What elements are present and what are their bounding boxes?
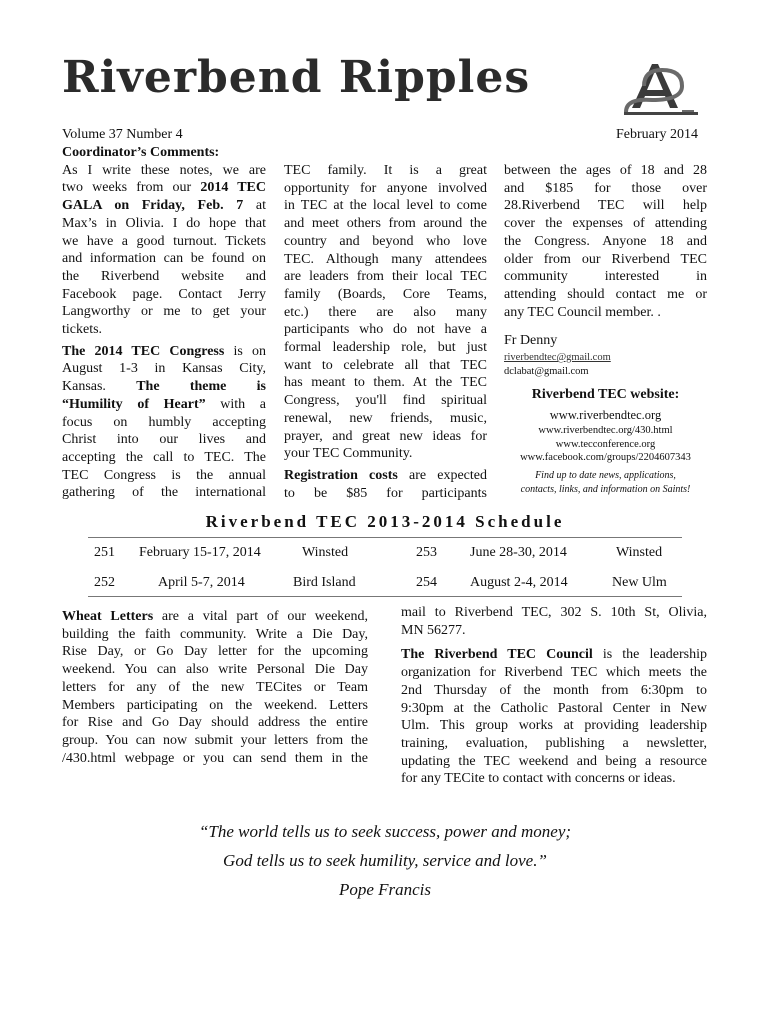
wheat-line: for Rise and Go Day should address the entire [62,715,368,731]
coordinator-comments [62,144,266,502]
schedule-cell: June 28-30, 2014 [470,545,567,560]
col2-line: opportunity for anyone involved [284,180,487,196]
schedule-title: Riverbend TEC 2013-2014 Schedule [205,512,565,531]
council-line: 9:30pm at the Catholic Pastoral Center in New [401,700,707,716]
schedule-cell: New Ulm [612,575,667,590]
website-link[interactable]: www.tecconference.org [555,438,656,450]
schedule-cell: April 5-7, 2014 [158,575,245,590]
wheat-line: /430.html webpage or you can send them in the [62,750,368,766]
col2-line: formal leadership role, but just [284,340,487,356]
col3-line: 28.Riverbend TEC will help [504,198,707,214]
website-link[interactable]: www.riverbendtec.org [549,408,662,423]
p1-line: GALA on Friday, Feb. 7 at [62,198,266,214]
wheat-line: Wheat Letters are a vital part of our weekend, [62,609,368,624]
col2-line: country and beyond who love [284,233,487,249]
council-line: for any TECite to contact with concerns or ideas. [401,771,676,787]
masthead [62,52,712,124]
schedule-cell: Bird Island [293,575,356,590]
col2-line: to be $85 for participants [284,485,487,501]
col2-line: Congress, you'll find spiritual [284,393,487,409]
schedule-cell: Winsted [616,545,663,560]
p2-line: TEC Congress is the annual [62,467,266,483]
p1-line: the Riverbend website and [62,268,266,284]
schedule-cell: 253 [416,545,437,560]
schedule-cell: 252 [94,575,115,590]
col2-line: etc.) there are also many [284,304,487,320]
col3-line: and $185 for those over [504,180,707,196]
p1-line: Max’s in Olivia. I do hope that [62,215,266,231]
contact-column [504,162,707,497]
col3-line: attending should contact me or [504,286,707,302]
issue-date: February 2014 [615,127,698,142]
council-line: mail to Riverbend TEC, 302 S. 10th St, Olivia, [401,605,707,620]
wheat-line: weekend. You can also write Personal Die Day [62,662,368,678]
council-line: Ulm. This group works at providing leadership [401,718,707,734]
col3-line: community interested in [504,269,707,285]
col2-line: your TEC Community. [284,446,413,462]
p2-line: Kansas. The theme is [62,379,266,395]
p2-line: The 2014 TEC Congress is on [62,343,266,359]
quote-line: God tells us to seek humility, service and love.” [223,851,547,870]
wheat-line: building the faith community. Write a Die Day, [62,626,368,642]
col3-line: between the ages of 18 and 28 [504,163,707,178]
council-line: The Riverbend TEC Council is the leadership [401,647,707,663]
col2-line: TEC. Although many attendees [284,251,487,267]
wheat-line: Members participating on the weekend. Letters [62,697,368,713]
col2-line: TEC family. It is a great [284,163,487,178]
p1-line: two weeks from our 2014 TEC [62,180,266,196]
council-line: 2nd Thursday of the month from 6:30pm to [401,682,707,698]
council-line: organization for Riverbend TEC which meets the [401,665,707,681]
quote-author: Pope Francis [338,880,432,899]
col2-line: are leaders from their local TEC [284,269,487,285]
p1-line: we have a good turnout. Tickets [62,233,266,249]
p2-line: August 1-3 in Kansas City, [62,361,266,377]
volume-number: Volume 37 Number 4 [62,127,183,142]
website-link[interactable]: www.riverbendtec.org/430.html [538,425,673,437]
p2-line: accepting the call to TEC. The [62,449,266,465]
col2-line: has meant to them. At the TEC [284,375,487,391]
council-line: MN 56277. [401,622,466,638]
schedule-cell: 251 [94,545,115,560]
col2-line: participants who do not have a [284,322,487,338]
website-note: Find up to date news, applications, [535,469,676,481]
quote-line: “The world tells us to seek success, power and money; [198,822,572,841]
col2-line: family (Boards, Core Teams, [284,286,487,302]
p1-line: and information can be found on [62,251,266,267]
council-line: updating the TEC weekend and being a resource [401,753,707,769]
schedule-cell: February 15-17, 2014 [139,545,261,560]
col3-line: older from our Riverbend TEC [504,251,707,267]
col2-line: want to celebrate all that TEC [284,357,487,373]
col3-line: the Congress. Anyone 18 and [504,233,707,249]
p1-line: Facebook page. Contact Jerry [62,286,266,302]
wheat-letters [62,608,368,767]
email-link[interactable]: riverbendtec@gmail.com [504,352,611,364]
alpha-omega-logo [622,56,702,120]
wheat-line: letters for any of the new TECites or Team [62,679,368,695]
schedule-cell: Winsted [302,545,349,560]
email-text: dclabat@gmail.com [504,366,589,378]
wheat-line: Rise Day, or Go Day letter for the upcoming [62,644,368,660]
col2-line: and meet others from around the [284,216,487,232]
p2-line: Christ into our lives and [62,432,266,448]
col2-line: Registration costs are expected [284,467,487,483]
p2-line: focus on humbly accepting [62,414,266,430]
council-section [401,604,707,788]
col2-line: renewal, new friends, music, [284,410,487,426]
schedule-cell: August 2-4, 2014 [470,575,568,590]
p1-line: Langworthy or me to get your [62,304,266,320]
col3-line: any TEC Council member. . [504,304,661,320]
website-heading: Riverbend TEC website: [531,387,680,403]
congress-column [284,162,487,502]
wheat-line: group. You can now submit your letters from the [62,732,368,748]
col3-line: cover the expenses of attending [504,216,707,232]
p1-line: As I write these notes, we are [62,162,266,178]
council-line: training, evaluation, publishing a newsletter, [401,735,707,751]
signature: Fr Denny [504,333,558,349]
newsletter-title: Riverbend Ripples [62,52,531,103]
col2-line: prayer, and great new ideas for [284,428,487,444]
website-link[interactable]: www.facebook.com/groups/2204607343 [520,452,691,464]
coordinator-heading: Coordinator’s Comments: [62,145,220,160]
p2-line: gathering of the international [62,485,266,501]
p2-line: “Humility of Heart” with a [62,396,267,412]
p1-line: tickets. [62,322,103,338]
website-note: contacts, links, and information on Saints! [520,483,691,495]
schedule-cell: 254 [416,575,437,590]
col2-line: in TEC at the local level to come [284,198,487,214]
